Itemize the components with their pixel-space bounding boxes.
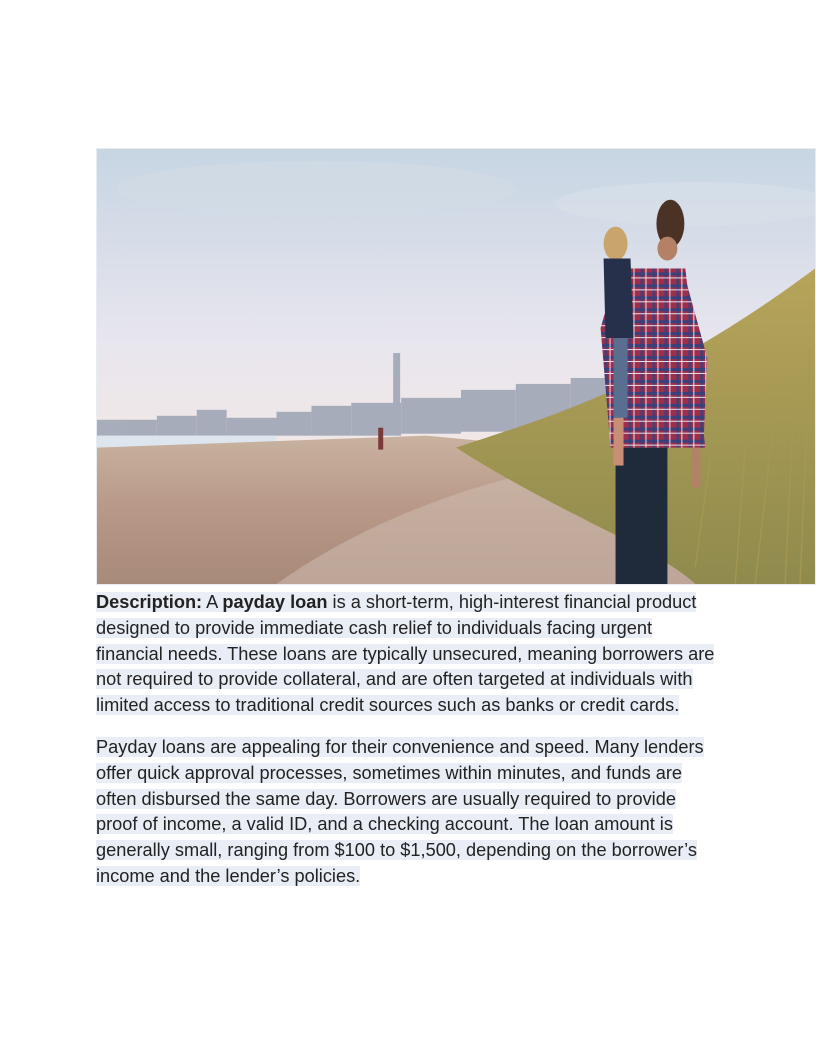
paragraph-text: Payday loans are appealing for their convenience and speed. Many lenders offer quick approval processes, sometimes within minutes, and funds are often disbursed the same day. Borrowers are usually required to provide proof of income, a valid ID, and a checking account. The loan amount is generally small, ranging from $100 to $1,500, depending on the borrower’s income and the lender’s policies. bbox=[96, 736, 704, 886]
bold-term: payday loan bbox=[222, 592, 328, 612]
beach-photo bbox=[97, 149, 815, 584]
text-run: A bbox=[202, 592, 223, 612]
body-paragraph bbox=[96, 735, 716, 890]
description-paragraph bbox=[96, 590, 716, 719]
description-label: Description: bbox=[96, 592, 203, 612]
hero-image bbox=[96, 148, 816, 585]
article-body bbox=[96, 590, 716, 906]
text-run: is a short-term, high-interest financial product designed to provide immediate cash relief to individuals facing urgent financial needs. These loans are typically unsecured, meaning borrowers are not required to provide collateral, and are often targeted at individuals with limited access to traditional credit sources such as banks or credit cards. bbox=[96, 592, 715, 716]
